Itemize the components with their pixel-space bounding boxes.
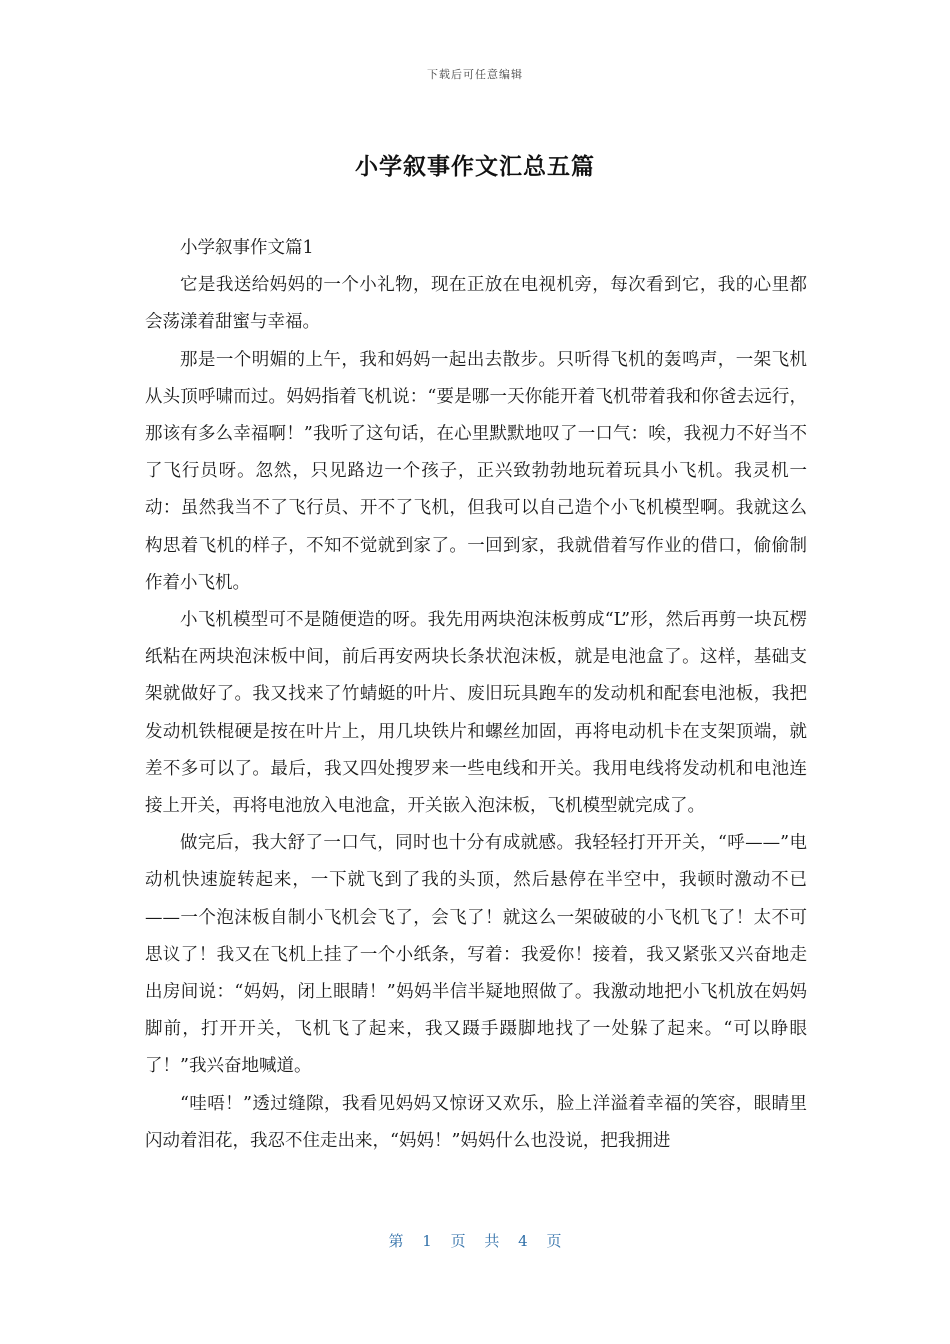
paragraph: 它是我送给妈妈的一个小礼物，现在正放在电视机旁，每次看到它，我的心里都会荡漾着甜蜜与幸福。 — [145, 275, 807, 333]
document-body — [145, 230, 807, 1160]
essay-heading: 小学叙事作文篇1 — [180, 238, 314, 258]
paragraph: 那是一个明媚的上午，我和妈妈一起出去散步。只听得飞机的轰鸣声，一架飞机从头顶呼啸而过。妈妈指着飞机说：“要是哪一天你能开着飞机带着我和你爸去远行，那该有多么幸福啊！”我听了这句话，在心里默默地叹了一口气：唉，我视力不好当不了飞行员呀。忽然，只见路边一个孩子，正兴致勃勃地玩着玩具小飞机。我灵机一动：虽然我当不了飞行员、开不了飞机，但我可以自己造个小飞机模型啊。我就这么构思着飞机的样子，不知不觉就到家了。一回到家，我就借着写作业的借口，偷偷制作着小飞机。 — [145, 349, 807, 593]
paragraph: 做完后，我大舒了一口气，同时也十分有成就感。我轻轻打开开关，“呼——”电动机快速旋转起来，一下就飞到了我的头顶，然后悬停在半空中，我顿时激动不已——一个泡沫板自制小飞机会飞了，会飞了！就这么一架破破的小飞机飞了！太不可思议了！我又在飞机上挂了一个小纸条，写着：我爱你！接着，我又紧张又兴奋地走出房间说：“妈妈，闭上眼睛！”妈妈半信半疑地照做了。我激动地把小飞机放在妈妈脚前，打开开关，飞机飞了起来，我又蹑手蹑脚地找了一处躲了起来。“可以睁眼了！”我兴奋地喊道。 — [145, 833, 807, 1077]
paragraph: 小飞机模型可不是随便造的呀。我先用两块泡沫板剪成“L”形，然后再剪一块瓦楞纸粘在两块泡沫板中间，前后再安两块长条状泡沫板，就是电池盒了。这样，基础支架就做好了。我又找来了竹蜻蜓的叶片、废旧玩具跑车的发动机和配套电池板，我把发动机铁棍硬是按在叶片上，用几块铁片和螺丝加固，再将电动机卡在支架顶端，就差不多可以了。最后，我又四处搜罗来一些电线和开关。我用电线将发动机和电池连接上开关，再将电池放入电池盒，开关嵌入泡沫板，飞机模型就完成了。 — [145, 610, 807, 817]
paragraph: “哇唔！”透过缝隙，我看见妈妈又惊讶又欢乐，脸上洋溢着幸福的笑容，眼睛里闪动着泪花，我忍不住走出来，“妈妈！”妈妈什么也没说，把我拥进 — [145, 1093, 807, 1151]
document-title: 小学叙事作文汇总五篇 — [355, 154, 595, 180]
page-header-note: 下载后可任意编辑 — [427, 68, 523, 81]
page-number-footer: 第 1 页 共 4 页 — [388, 1232, 562, 1250]
